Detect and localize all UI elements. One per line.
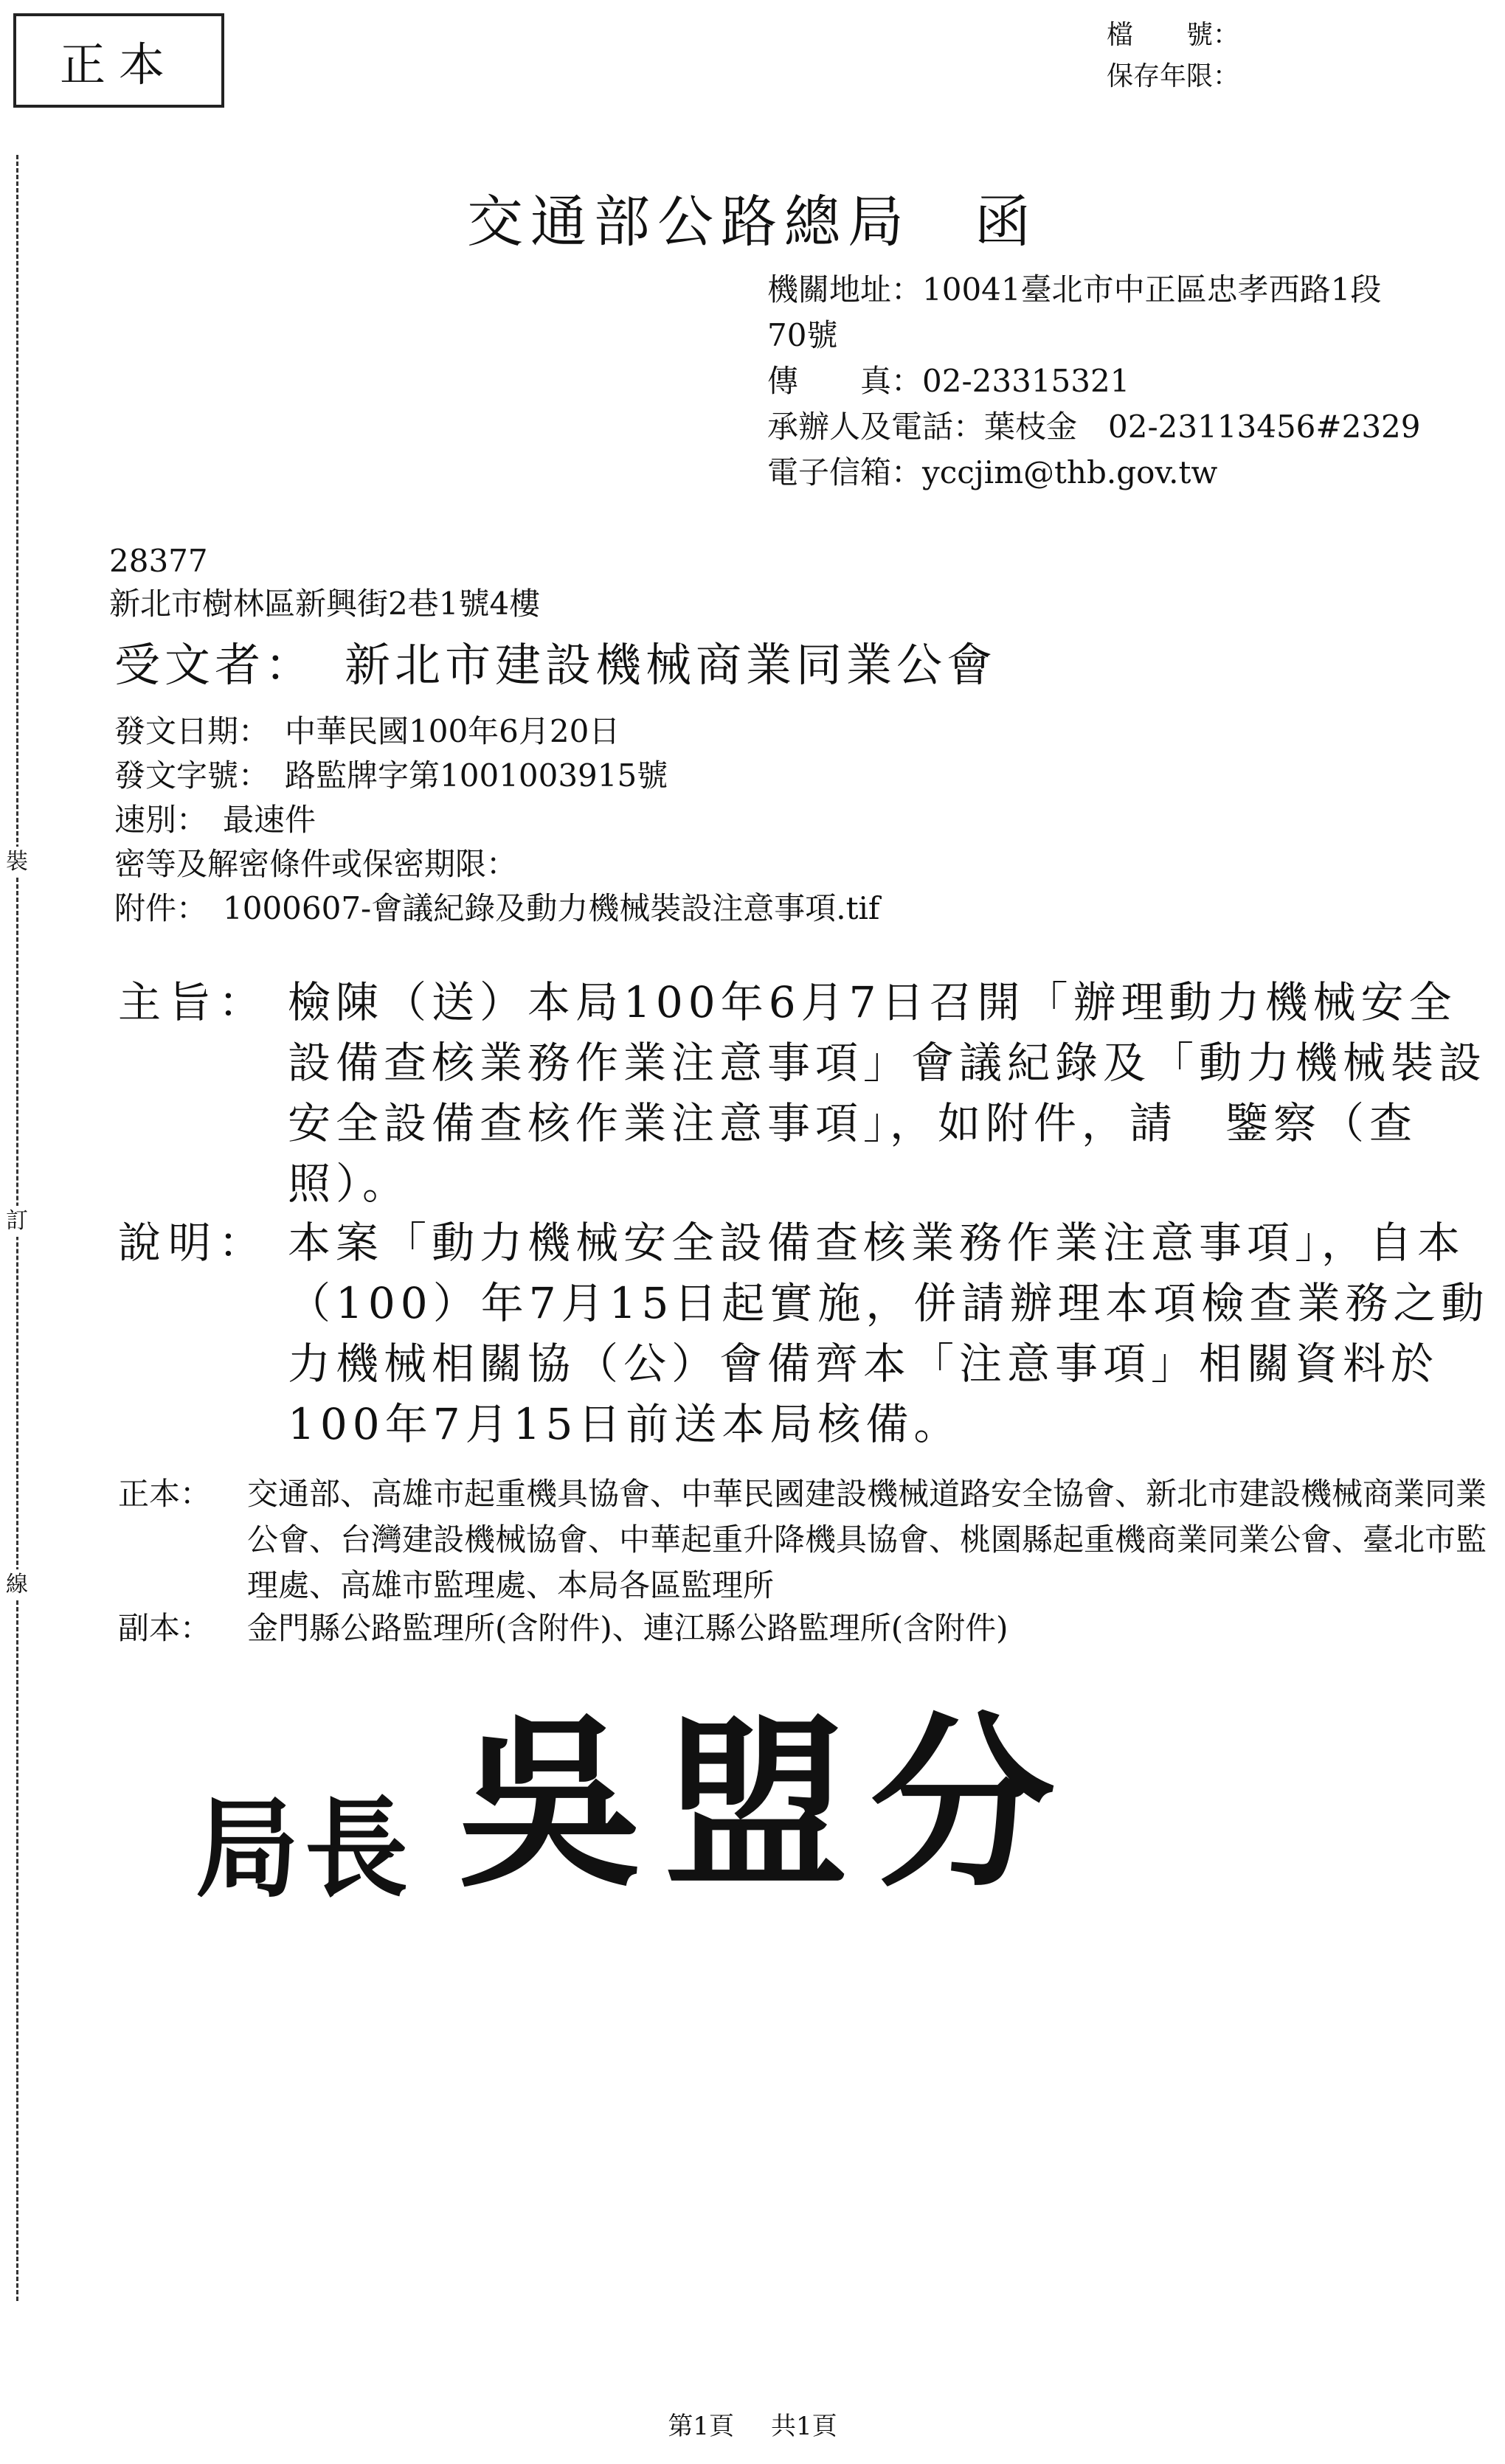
issue-date: 發文日期： 中華民國100年6月20日 bbox=[114, 713, 620, 749]
document-title: 交通部公路總局 函 bbox=[467, 189, 1038, 254]
attachment: 附件： 1000607-會議紀錄及動力機械裝設注意事項.tif bbox=[114, 890, 880, 926]
subject-label: 主旨： bbox=[118, 977, 269, 1027]
secrecy-level: 密等及解密條件或保密期限： bbox=[114, 846, 518, 882]
page-footer bbox=[0, 2406, 1505, 2442]
document-number: 發文字號： 路監牌字第1001003915號 bbox=[114, 757, 668, 794]
cc-original-text: 交通部、高雄市起重機具協會、中華民國建設機械道路安全協會、新北市建設機械商業同業公會、台灣建設機械協會、中華起重升降機具協會、桃園縣起重機商業同業公會、臺北市監理處、高雄市監理處、本局各區監理所 bbox=[247, 1476, 1487, 1603]
postal-code: 28377 bbox=[109, 543, 208, 579]
binding-mark-bind: 裝 bbox=[6, 847, 28, 878]
binding-mark-staple: 訂 bbox=[6, 1206, 28, 1237]
handler-phone: 承辦人及電話：葉枝金 02-23113456#2329 bbox=[767, 409, 1421, 445]
subject-section bbox=[118, 972, 1490, 1214]
agency-email: 電子信箱：yccjim@thb.gov.tw bbox=[767, 454, 1218, 490]
original-copy-stamp: 正本 bbox=[13, 13, 224, 108]
explanation-text: 本案「動力機械安全設備查核業務作業注意事項」，自本（100）年7月15日起實施，併請辦理本項檢查業務之動力機械相關協（公）會備齊本「注意事項」相關資料於100年7月15日前送本局核備。 bbox=[288, 1218, 1490, 1449]
street-address: 新北市樹林區新興街2巷1號4樓 bbox=[109, 586, 541, 622]
subject-text: 檢陳（送）本局100年6月7日召開「辦理動力機械安全設備查核業務作業注意事項」會議紀錄及「動力機械裝設安全設備查核作業注意事項」，如附件，請 鑒察（查照）。 bbox=[288, 977, 1487, 1209]
agency-address-line2: 70號 bbox=[767, 317, 838, 353]
signature-title: 局長 bbox=[196, 1785, 415, 1913]
recipient-address bbox=[109, 540, 540, 625]
signature-name: 吳盟分 bbox=[457, 1695, 1077, 1912]
agency-fax: 傳 真：02-23315321 bbox=[767, 363, 1130, 399]
recipient-label: 受文者： bbox=[114, 638, 316, 692]
agency-contact-block bbox=[767, 267, 1490, 496]
file-number-label: 檔 號： bbox=[1107, 20, 1240, 50]
explanation-label: 說明： bbox=[118, 1218, 269, 1268]
page-number: 第1頁 bbox=[668, 2412, 734, 2441]
page-total: 共1頁 bbox=[771, 2412, 837, 2441]
delivery-speed: 速別： 最速件 bbox=[114, 802, 316, 838]
cc-copy-text: 金門縣公路監理所(含附件)、連江縣公路監理所(含附件) bbox=[247, 1610, 1008, 1646]
explanation-section bbox=[118, 1212, 1490, 1454]
cc-copy-section bbox=[118, 1606, 1490, 1651]
cc-original-label: 正本： bbox=[118, 1476, 212, 1512]
binding-mark-line: 線 bbox=[6, 1569, 28, 1600]
recipient bbox=[114, 628, 997, 694]
agency-address-line1: 機關地址：10041臺北市中正區忠孝西路1段 bbox=[767, 271, 1382, 308]
cc-original-section bbox=[118, 1471, 1490, 1608]
recipient-name: 新北市建設機械商業同業公會 bbox=[345, 638, 997, 692]
retention-period-label: 保存年限： bbox=[1107, 61, 1240, 91]
cc-copy-label: 副本： bbox=[118, 1610, 212, 1646]
document-info bbox=[114, 709, 879, 931]
file-metadata bbox=[1107, 15, 1239, 97]
